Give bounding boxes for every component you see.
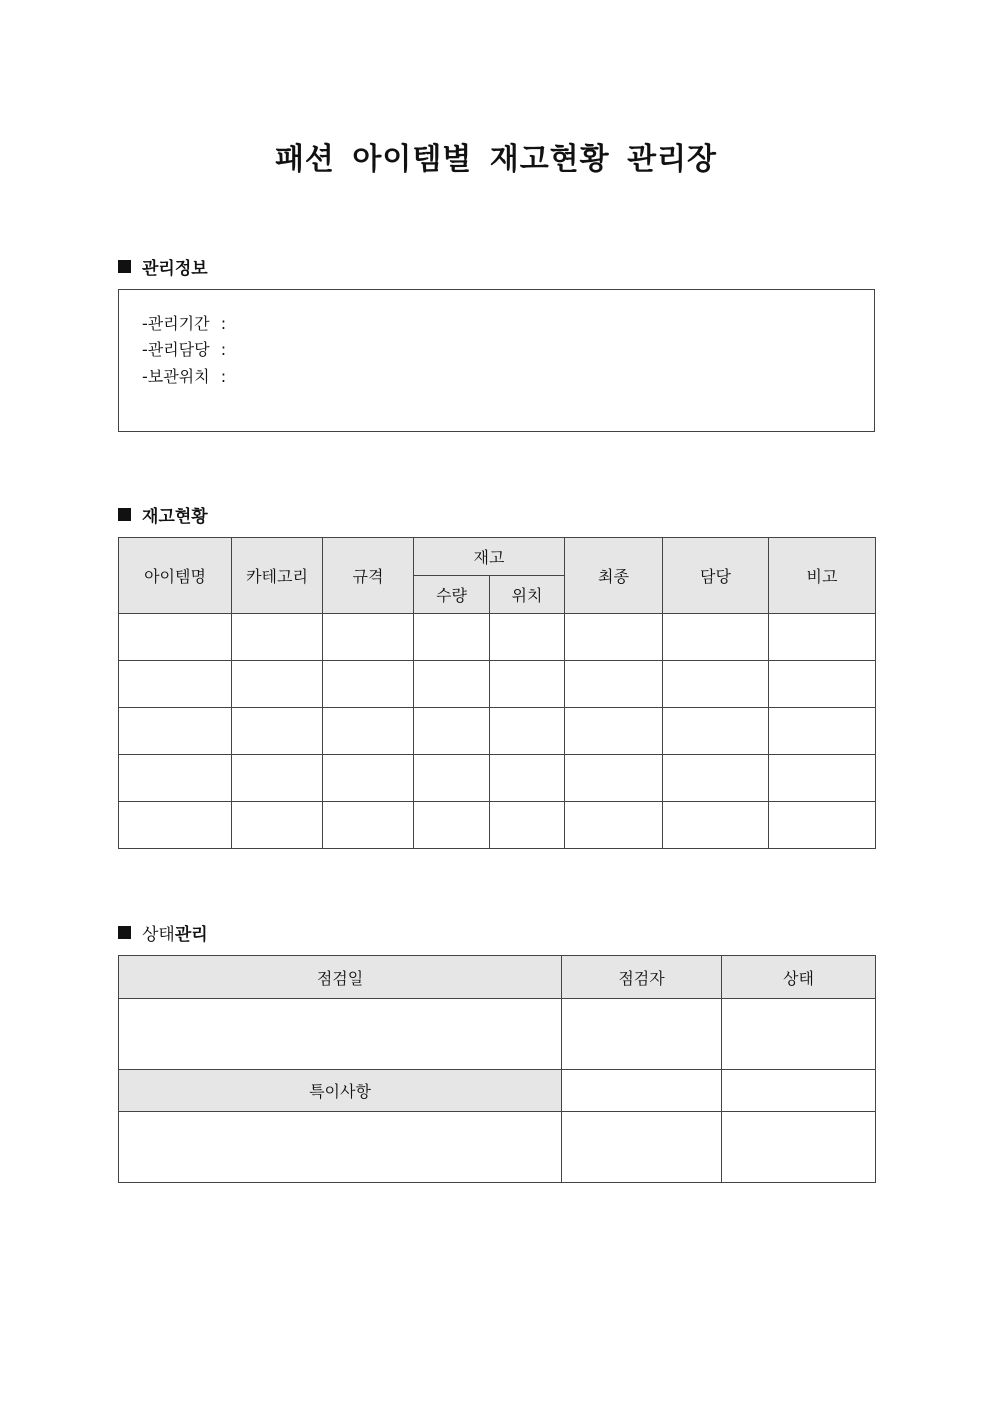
table-cell[interactable] [490, 614, 565, 661]
inspector-cell-extra[interactable] [562, 1070, 722, 1112]
table-cell[interactable] [414, 614, 490, 661]
col-header-category: 카테고리 [232, 538, 323, 614]
info-separator: : [220, 367, 227, 386]
table-cell[interactable] [119, 755, 232, 802]
table-cell[interactable] [414, 708, 490, 755]
inventory-heading-text: 재고현황 [142, 507, 208, 527]
table-cell[interactable] [323, 802, 414, 849]
table-cell[interactable] [119, 614, 232, 661]
table-cell[interactable] [769, 661, 876, 708]
special-notes-cell[interactable] [119, 1112, 562, 1183]
table-cell[interactable] [490, 802, 565, 849]
status-heading-prefix: 상태 [142, 925, 175, 945]
special-notes-label: 특이사항 [119, 1070, 562, 1112]
table-cell[interactable] [565, 614, 663, 661]
table-cell[interactable] [232, 755, 323, 802]
inspection-date-cell[interactable] [119, 999, 562, 1070]
col-header-item-name: 아이템명 [119, 538, 232, 614]
info-line-period [142, 311, 226, 334]
table-cell[interactable] [323, 708, 414, 755]
table-cell[interactable] [490, 661, 565, 708]
info-label-manager: -관리담당 [142, 340, 210, 359]
square-bullet-icon [118, 260, 131, 273]
col-header-status: 상태 [722, 956, 876, 999]
table-cell[interactable] [232, 708, 323, 755]
table-cell[interactable] [232, 661, 323, 708]
table-cell[interactable] [565, 755, 663, 802]
status-heading-suffix: 관리 [174, 925, 208, 945]
table-row [119, 999, 876, 1070]
inventory-heading [118, 502, 208, 527]
table-cell[interactable] [323, 755, 414, 802]
table-row [119, 755, 876, 802]
table-cell[interactable] [663, 802, 769, 849]
table-cell[interactable] [769, 755, 876, 802]
page-title: 패션 아이템별 재고현황 관리장 [274, 142, 718, 177]
table-row [119, 802, 876, 849]
table-row [119, 614, 876, 661]
management-info-heading-text: 관리정보 [142, 259, 208, 279]
management-info-heading [118, 254, 208, 279]
table-cell[interactable] [414, 755, 490, 802]
inspector-cell-bottom[interactable] [562, 1112, 722, 1183]
table-cell[interactable] [232, 614, 323, 661]
info-label-period: -관리기간 [142, 314, 210, 333]
table-cell[interactable] [565, 661, 663, 708]
info-line-location [142, 364, 226, 387]
table-cell[interactable] [769, 614, 876, 661]
table-cell[interactable] [565, 708, 663, 755]
status-management-table [118, 955, 876, 1183]
table-cell[interactable] [769, 802, 876, 849]
col-header-inspector: 점검자 [562, 956, 722, 999]
table-cell[interactable] [323, 614, 414, 661]
table-cell[interactable] [119, 661, 232, 708]
info-label-location: -보관위치 [142, 367, 210, 386]
status-cell[interactable] [722, 999, 876, 1070]
col-header-manager: 담당 [663, 538, 769, 614]
info-line-manager [142, 337, 226, 360]
status-management-heading [118, 920, 208, 945]
management-info-box [118, 289, 875, 432]
col-header-quantity: 수량 [414, 576, 490, 614]
table-cell[interactable] [490, 755, 565, 802]
info-separator: : [220, 340, 227, 359]
table-cell[interactable] [490, 708, 565, 755]
table-cell[interactable] [663, 614, 769, 661]
table-row [119, 1070, 876, 1112]
table-row [119, 1112, 876, 1183]
table-cell[interactable] [414, 661, 490, 708]
col-header-stock: 재고 [414, 538, 565, 576]
table-row [119, 661, 876, 708]
col-header-final: 최종 [565, 538, 663, 614]
status-cell-extra[interactable] [722, 1070, 876, 1112]
table-cell[interactable] [769, 708, 876, 755]
table-cell[interactable] [565, 802, 663, 849]
table-cell[interactable] [119, 802, 232, 849]
col-header-spec: 규격 [323, 538, 414, 614]
square-bullet-icon [118, 508, 131, 521]
square-bullet-icon [118, 926, 131, 939]
table-cell[interactable] [119, 708, 232, 755]
inspector-cell[interactable] [562, 999, 722, 1070]
table-cell[interactable] [323, 661, 414, 708]
table-cell[interactable] [663, 661, 769, 708]
table-cell[interactable] [232, 802, 323, 849]
info-separator: : [220, 314, 227, 333]
table-cell[interactable] [663, 708, 769, 755]
table-cell[interactable] [414, 802, 490, 849]
col-header-location: 위치 [490, 576, 565, 614]
inventory-table [118, 537, 876, 849]
table-row [119, 708, 876, 755]
col-header-inspection-date: 점검일 [119, 956, 562, 999]
table-cell[interactable] [663, 755, 769, 802]
col-header-notes: 비고 [769, 538, 876, 614]
status-cell-bottom[interactable] [722, 1112, 876, 1183]
